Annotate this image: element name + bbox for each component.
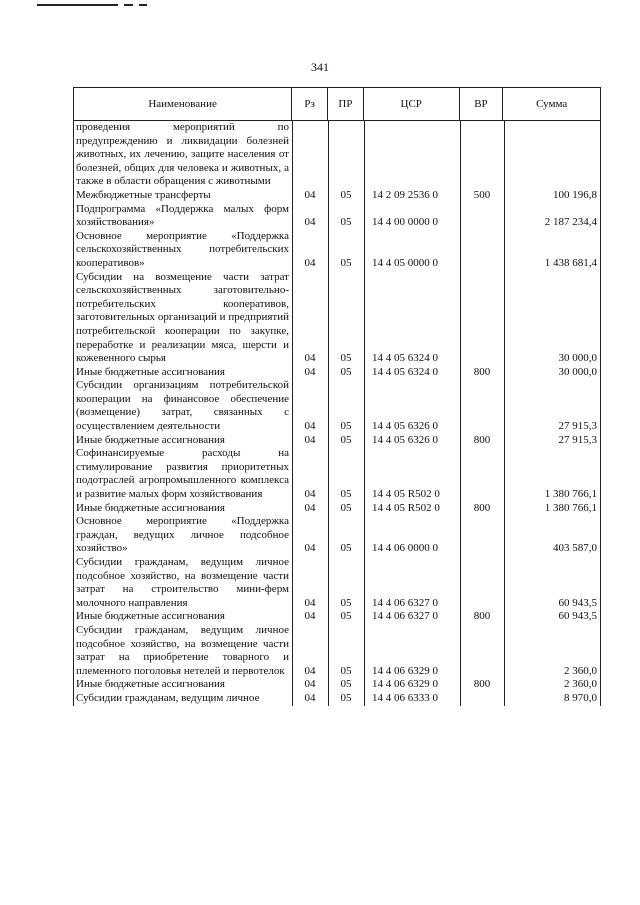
cell-rz: 04	[304, 678, 316, 691]
cell-rz: 04	[304, 433, 316, 446]
column-rule	[73, 121, 74, 706]
header-sum: Сумма	[536, 98, 568, 110]
cell-sum: 1 380 766,1	[544, 488, 597, 501]
cell-csr: 14 4 06 6327 0	[372, 596, 438, 609]
cell-rz: 04	[304, 610, 316, 623]
cell-csr: 14 4 00 0000 0	[372, 216, 438, 229]
table-row	[73, 203, 601, 230]
cell-rz: 04	[304, 691, 316, 704]
cell-name: Основное мероприятие «Поддержка граждан, ведущих личное подсобное хозяйство»	[76, 515, 289, 555]
top-rule-dash	[139, 4, 147, 6]
cell-pr: 05	[340, 433, 352, 446]
table-row	[73, 379, 601, 433]
column-rule	[364, 121, 365, 706]
cell-rz: 04	[304, 365, 316, 378]
header-vr: ВР	[460, 88, 504, 120]
table-row	[73, 678, 601, 692]
cell-csr: 14 4 06 6329 0	[372, 678, 438, 691]
header-name: Наименование	[74, 88, 292, 120]
cell-rz: 04	[304, 542, 316, 555]
cell-csr: 14 2 09 2536 0	[372, 188, 438, 201]
cell-name: Иные бюджетные ассигнования	[76, 610, 225, 623]
cell-csr: 14 4 05 6326 0	[372, 433, 438, 446]
cell-csr: 14 4 06 0000 0	[372, 542, 438, 555]
column-rule	[292, 121, 293, 706]
cell-rz: 04	[304, 216, 316, 229]
cell-pr: 05	[340, 352, 352, 365]
table-row	[73, 271, 601, 366]
cell-rz: 04	[304, 352, 316, 365]
cell-sum: 2 360,0	[564, 678, 597, 691]
cell-sum: 100 196,8	[553, 188, 597, 201]
table-row	[73, 447, 601, 501]
cell-sum: 27 915,3	[558, 433, 597, 446]
cell-name: Субсидии гражданам, ведущим личное	[76, 691, 260, 704]
cell-vr: 800	[473, 678, 491, 691]
cell-sum: 2 187 234,4	[544, 216, 597, 229]
cell-name: проведения мероприятий по предупреждению и ликвидации болезней животных, их лечению, защите населения от болезней, общих для человека и животных, а также в области обращения с животными	[76, 121, 289, 188]
cell-pr: 05	[340, 420, 352, 433]
table-row	[73, 230, 601, 271]
table-row	[73, 434, 601, 448]
top-rule-dash	[124, 4, 133, 6]
table-row	[73, 121, 601, 189]
cell-name: Иные бюджетные ассигнования	[76, 433, 225, 446]
cell-name: Иные бюджетные ассигнования	[76, 501, 225, 514]
cell-name: Иные бюджетные ассигнования	[76, 678, 225, 691]
column-rule	[600, 121, 601, 706]
cell-pr: 05	[340, 365, 352, 378]
cell-pr: 05	[340, 256, 352, 269]
column-rule	[504, 121, 505, 706]
cell-name: Субсидии на возмещение части затрат сельскохозяйственных заготовительно-потребительских кооперативов, заготовительных организаций и предприятий потребительской кооперации по закупке, переработке и реализации мяса, шерсти и кожевенного сырья	[76, 270, 289, 365]
cell-pr: 05	[340, 610, 352, 623]
cell-pr: 05	[340, 691, 352, 704]
cell-sum: 1 438 681,4	[544, 256, 597, 269]
cell-rz: 04	[304, 256, 316, 269]
cell-rz: 04	[304, 488, 316, 501]
cell-name: Софинансируемые расходы на стимулирование развития приоритетных подотраслей агропромышленного комплекса и развитие малых форм хозяйствования	[76, 447, 289, 501]
cell-sum: 30 000,0	[558, 365, 597, 378]
cell-sum: 2 360,0	[564, 664, 597, 677]
cell-name: Подпрограмма «Поддержка малых форм хозяйствования»	[76, 202, 289, 229]
cell-pr: 05	[340, 188, 352, 201]
cell-csr: 14 4 05 0000 0	[372, 256, 438, 269]
top-rule	[37, 4, 118, 6]
cell-vr: 800	[473, 433, 491, 446]
header-pr: ПР	[328, 88, 364, 120]
cell-sum: 30 000,0	[558, 352, 597, 365]
cell-csr: 14 4 05 R502 0	[372, 501, 440, 514]
cell-rz: 04	[304, 664, 316, 677]
cell-rz: 04	[304, 501, 316, 514]
cell-name: Межбюджетные трансферты	[76, 188, 211, 201]
cell-pr: 05	[340, 664, 352, 677]
page-number: 341	[311, 60, 329, 74]
column-rule	[460, 121, 461, 706]
table-row	[73, 692, 601, 706]
cell-name: Субсидии организациям потребительской кооперации на финансовое обеспечение (возмещение) затрат, связанных с осуществлением деятельности	[76, 379, 289, 433]
table-row	[73, 610, 601, 624]
table-row	[73, 624, 601, 678]
cell-pr: 05	[340, 216, 352, 229]
table-header	[73, 87, 601, 121]
cell-vr: 800	[473, 501, 491, 514]
header-rz: Рз	[292, 88, 328, 120]
cell-sum: 60 943,5	[558, 596, 597, 609]
column-rule	[328, 121, 329, 706]
table-body	[73, 121, 601, 706]
cell-rz: 04	[304, 596, 316, 609]
header-csr: ЦСР	[364, 88, 460, 120]
cell-csr: 14 4 05 6324 0	[372, 352, 438, 365]
cell-sum: 1 380 766,1	[544, 501, 597, 514]
table-row	[73, 502, 601, 516]
cell-rz: 04	[304, 420, 316, 433]
cell-csr: 14 4 05 6326 0	[372, 420, 438, 433]
cell-sum: 8 970,0	[564, 691, 597, 704]
cell-pr: 05	[340, 488, 352, 501]
cell-csr: 14 4 06 6333 0	[372, 691, 438, 704]
table-row	[73, 366, 601, 380]
cell-name: Иные бюджетные ассигнования	[76, 365, 225, 378]
budget-table	[73, 87, 601, 706]
table-rows	[73, 121, 601, 706]
cell-name: Субсидии гражданам, ведущим личное подсобное хозяйство, на возмещение части затрат на приобретение товарного и племенного поголовья нетелей и первотелок	[76, 623, 289, 677]
cell-vr: 500	[473, 188, 491, 201]
table-row	[73, 515, 601, 556]
cell-pr: 05	[340, 678, 352, 691]
table-row	[73, 556, 601, 610]
cell-pr: 05	[340, 596, 352, 609]
cell-csr: 14 4 05 R502 0	[372, 488, 440, 501]
cell-sum: 60 943,5	[558, 610, 597, 623]
cell-name: Субсидии гражданам, ведущим личное подсобное хозяйство, на возмещение части затрат на строительство мини-ферм молочного направления	[76, 556, 289, 609]
cell-sum: 403 587,0	[553, 542, 597, 555]
table-row	[73, 189, 601, 203]
cell-pr: 05	[340, 501, 352, 514]
cell-name: Основное мероприятие «Поддержка сельскохозяйственных потребительских кооперативов»	[76, 229, 289, 269]
cell-rz: 04	[304, 188, 316, 201]
cell-csr: 14 4 05 6324 0	[372, 365, 438, 378]
cell-vr: 800	[473, 365, 491, 378]
cell-csr: 14 4 06 6327 0	[372, 610, 438, 623]
cell-pr: 05	[340, 542, 352, 555]
cell-csr: 14 4 06 6329 0	[372, 664, 438, 677]
cell-sum: 27 915,3	[558, 420, 597, 433]
cell-vr: 800	[473, 610, 491, 623]
